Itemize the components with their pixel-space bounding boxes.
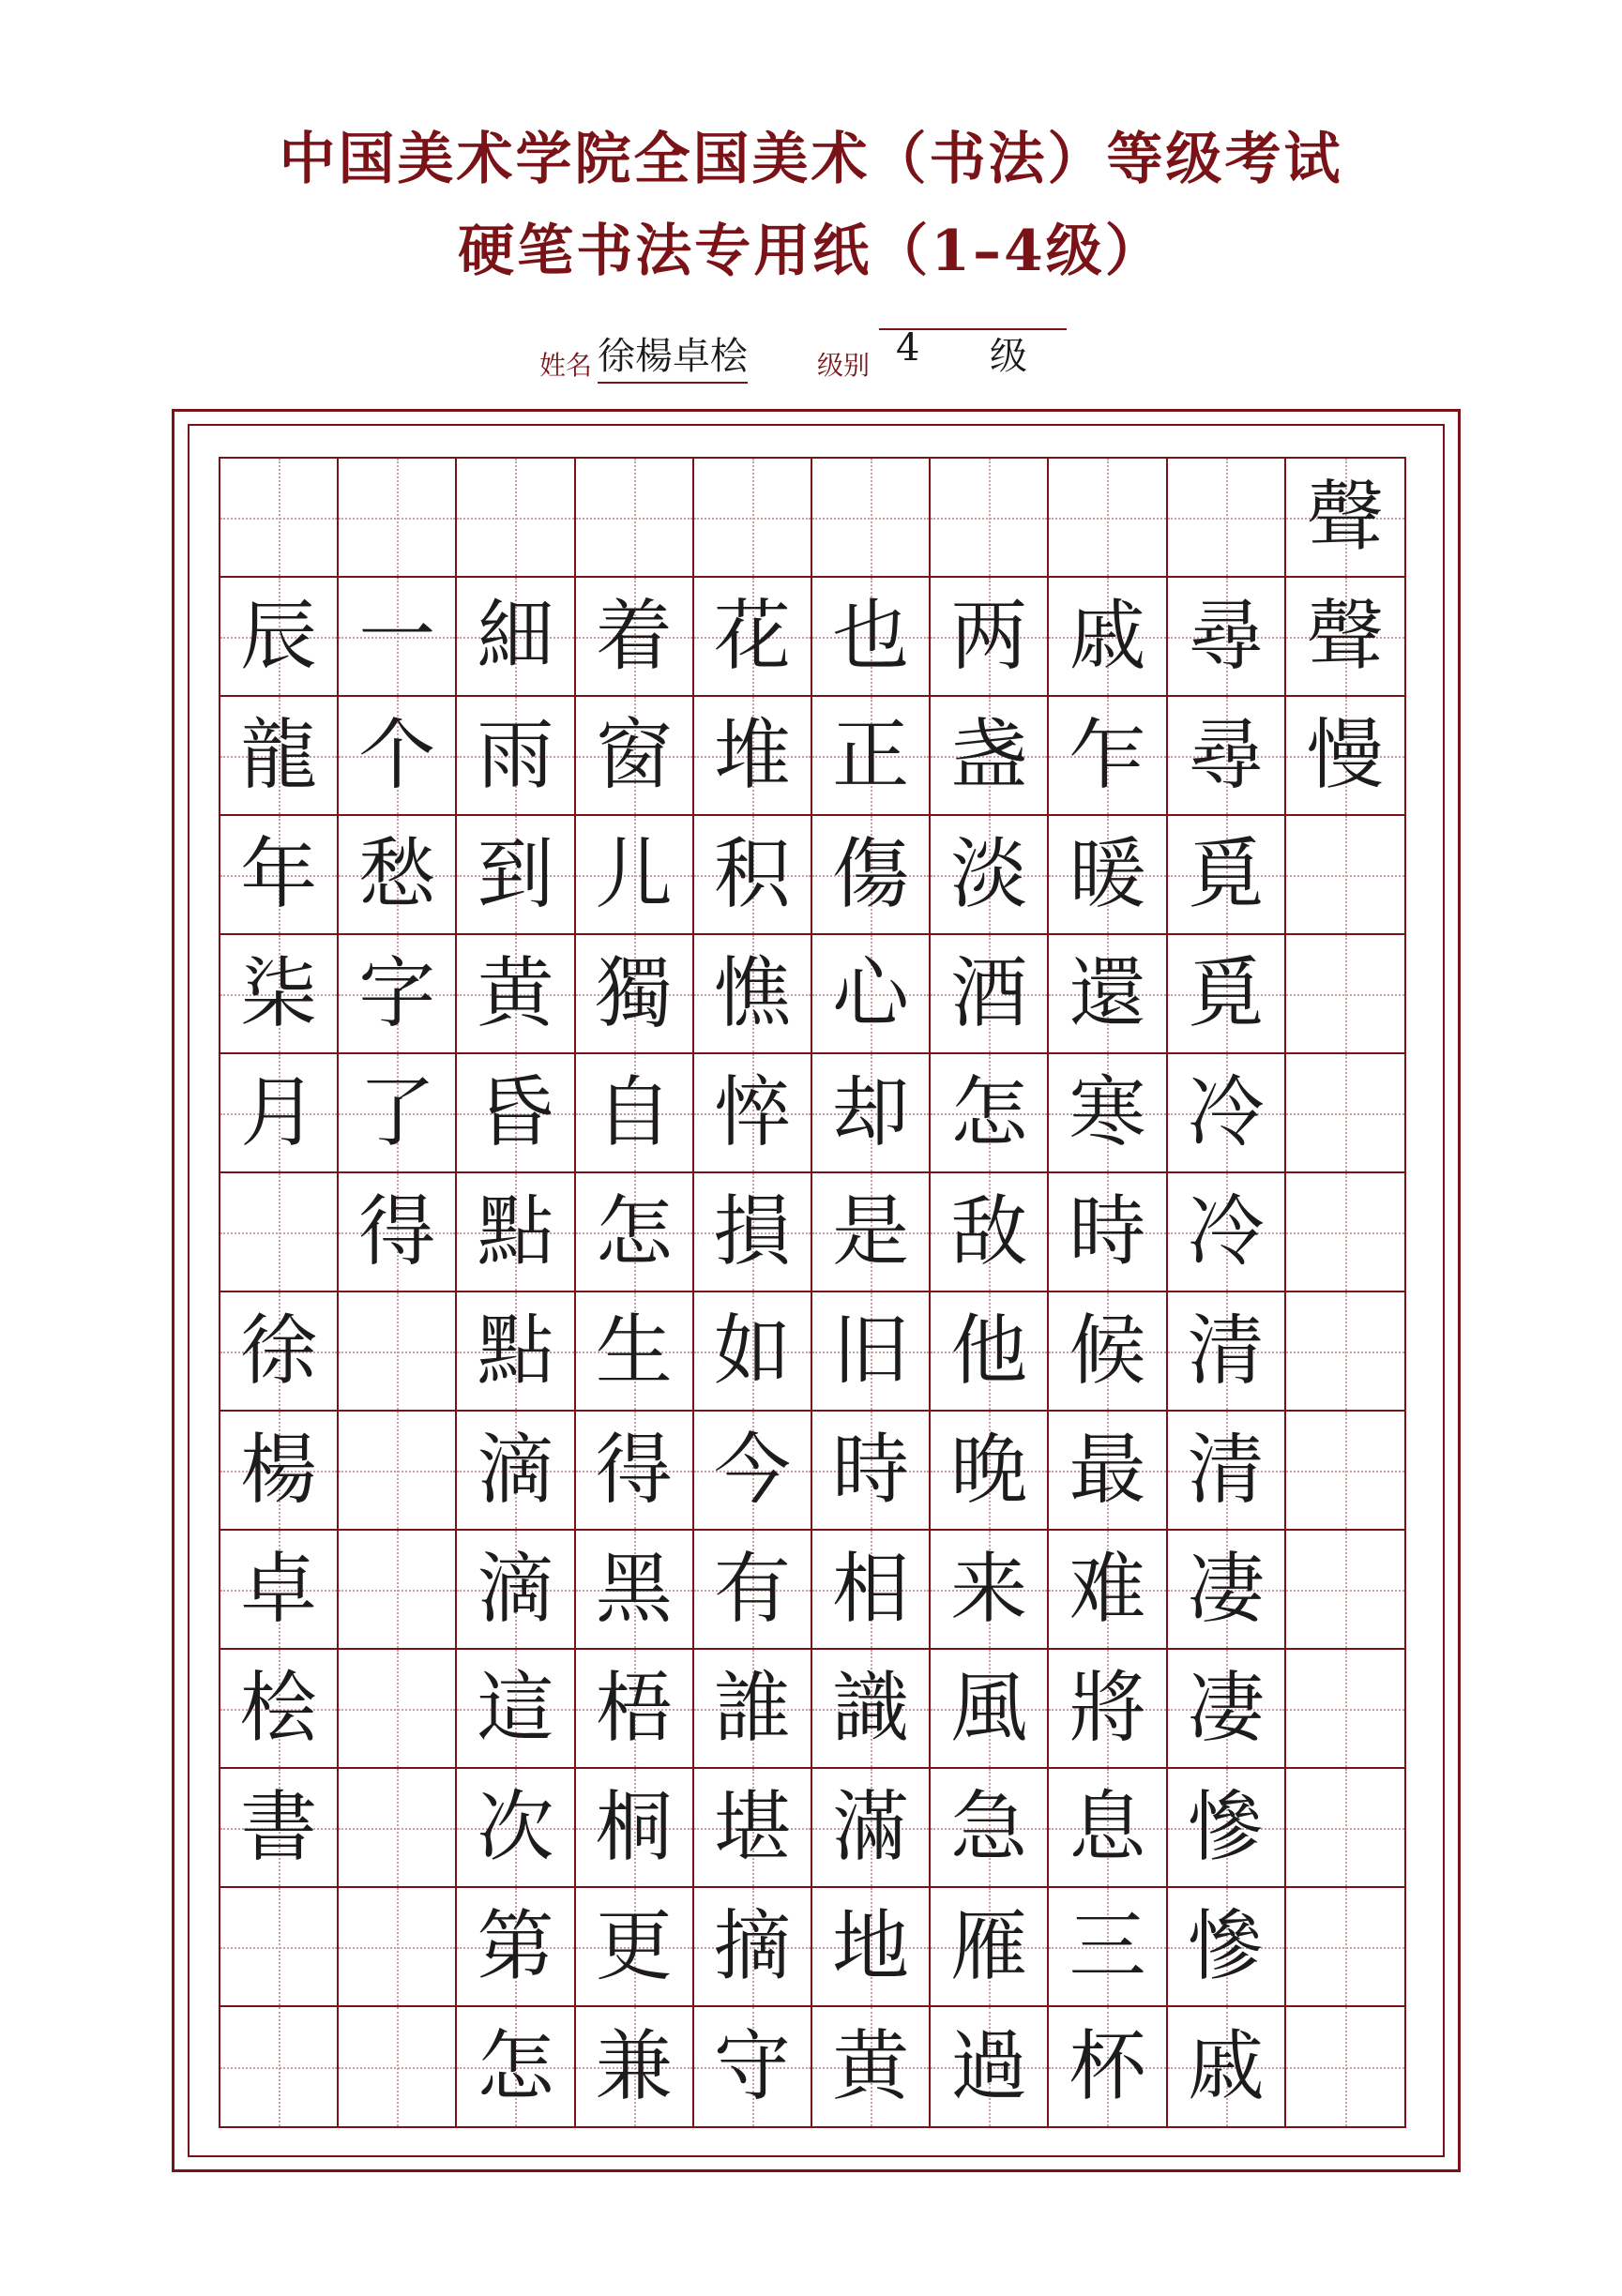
calligraphy-char: 他 — [950, 1306, 1028, 1396]
grid-cell — [1168, 1769, 1286, 1888]
grid-cell — [339, 1054, 457, 1173]
grid-cell — [694, 1054, 812, 1173]
calligraphy-char: 尋 — [1187, 710, 1265, 800]
calligraphy-char: 怎 — [595, 1186, 673, 1276]
calligraphy-char: 窗 — [595, 710, 673, 800]
grid-cell — [1168, 459, 1286, 578]
grid-cell — [220, 697, 339, 816]
calligraphy-char: 地 — [832, 1901, 910, 1991]
grid-cell — [1168, 1173, 1286, 1292]
calligraphy-char: 今 — [713, 1425, 791, 1515]
grid-cell — [576, 459, 694, 578]
grid-cell — [694, 459, 812, 578]
calligraphy-char: 凄 — [1187, 1544, 1265, 1634]
calligraphy-char: 三 — [1069, 1901, 1146, 1991]
grid-cell — [1168, 1292, 1286, 1412]
grid-cell — [576, 1054, 694, 1173]
calligraphy-char: 尋 — [1187, 591, 1265, 681]
calligraphy-char: 得 — [358, 1186, 436, 1276]
grid-cell — [694, 697, 812, 816]
grid-cell — [220, 935, 339, 1054]
grid-cell — [931, 1888, 1049, 2007]
grid-cell — [339, 935, 457, 1054]
calligraphy-char: 時 — [1069, 1186, 1146, 1276]
calligraphy-char: 徐 — [240, 1306, 318, 1396]
calligraphy-char: 息 — [1069, 1782, 1146, 1872]
calligraphy-char: 梧 — [595, 1663, 673, 1753]
grid-cell — [220, 1292, 339, 1412]
grid-cell — [812, 697, 931, 816]
calligraphy-char: 楊 — [240, 1425, 318, 1515]
grid-cell — [1168, 935, 1286, 1054]
grid-cell — [1049, 1650, 1167, 1769]
grid-cell — [576, 2007, 694, 2126]
level-field — [879, 326, 1067, 378]
grid-cell — [812, 1531, 931, 1650]
grid-cell — [220, 2007, 339, 2126]
calligraphy-char: 聲 — [1306, 591, 1384, 681]
calligraphy-char: 儿 — [595, 829, 673, 919]
calligraphy-char: 點 — [477, 1306, 554, 1396]
grid-cell — [339, 1412, 457, 1531]
grid-cell — [1286, 1769, 1404, 1888]
calligraphy-char: 如 — [713, 1306, 791, 1396]
grid-cell — [931, 1412, 1049, 1531]
calligraphy-char: 雁 — [950, 1901, 1028, 1991]
calligraphy-char: 杯 — [1069, 2021, 1146, 2111]
grid-cell — [694, 816, 812, 935]
calligraphy-char: 淡 — [950, 829, 1028, 919]
grid-cell — [1286, 935, 1404, 1054]
calligraphy-char: 晚 — [950, 1425, 1028, 1515]
calligraphy-char: 細 — [477, 591, 554, 681]
calligraphy-char: 冷 — [1187, 1186, 1265, 1276]
calligraphy-char: 相 — [832, 1544, 910, 1634]
calligraphy-char: 黑 — [595, 1544, 673, 1634]
calligraphy-char: 盏 — [950, 710, 1028, 800]
grid-cell — [220, 1769, 339, 1888]
grid-cell — [931, 1173, 1049, 1292]
grid-cell — [339, 1173, 457, 1292]
grid-cell — [1286, 1412, 1404, 1531]
grid-cell — [694, 1650, 812, 1769]
writing-grid — [219, 457, 1406, 2128]
grid-cell — [931, 459, 1049, 578]
grid-cell — [931, 1769, 1049, 1888]
calligraphy-char: 两 — [950, 591, 1028, 681]
grid-cell — [576, 1769, 694, 1888]
grid-cell — [812, 1412, 931, 1531]
grid-cell — [1168, 816, 1286, 935]
grid-cell — [1049, 935, 1167, 1054]
grid-cell — [339, 578, 457, 697]
calligraphy-char: 积 — [713, 829, 791, 919]
calligraphy-char: 龍 — [240, 710, 318, 800]
calligraphy-char: 来 — [950, 1544, 1028, 1634]
calligraphy-char: 書 — [240, 1782, 318, 1872]
calligraphy-char: 戚 — [1187, 2021, 1265, 2111]
grid-cell — [339, 459, 457, 578]
calligraphy-char: 損 — [713, 1186, 791, 1276]
calligraphy-char: 傷 — [832, 829, 910, 919]
grid-cell — [812, 1650, 931, 1769]
grid-cell — [220, 816, 339, 935]
calligraphy-char: 辰 — [240, 591, 318, 681]
calligraphy-char: 這 — [477, 1663, 554, 1753]
grid-cell — [812, 2007, 931, 2126]
grid-cell — [576, 1412, 694, 1531]
grid-cell — [457, 935, 575, 1054]
calligraphy-char: 一 — [358, 591, 436, 681]
calligraphy-char: 冷 — [1187, 1067, 1265, 1157]
calligraphy-char: 覓 — [1187, 948, 1265, 1038]
calligraphy-char: 戚 — [1069, 591, 1146, 681]
grid-cell — [220, 578, 339, 697]
calligraphy-char: 識 — [832, 1663, 910, 1753]
grid-cell — [694, 1292, 812, 1412]
grid-cell — [457, 1292, 575, 1412]
grid-cell — [457, 1173, 575, 1292]
grid-cell — [694, 2007, 812, 2126]
calligraphy-char: 候 — [1069, 1306, 1146, 1396]
calligraphy-char: 有 — [713, 1544, 791, 1634]
calligraphy-char: 憔 — [713, 948, 791, 1038]
grid-cell — [576, 1173, 694, 1292]
calligraphy-char: 急 — [950, 1782, 1028, 1872]
calligraphy-char: 風 — [950, 1663, 1028, 1753]
calligraphy-char: 慢 — [1306, 710, 1384, 800]
calligraphy-char: 守 — [713, 2021, 791, 2111]
grid-cell — [457, 459, 575, 578]
calligraphy-char: 寒 — [1069, 1067, 1146, 1157]
calligraphy-char: 暖 — [1069, 829, 1146, 919]
grid-cell — [457, 578, 575, 697]
calligraphy-char: 字 — [358, 948, 436, 1038]
grid-cell — [931, 578, 1049, 697]
calligraphy-char: 心 — [832, 948, 910, 1038]
calligraphy-char: 生 — [595, 1306, 673, 1396]
grid-cell — [1168, 1650, 1286, 1769]
calligraphy-char: 覓 — [1187, 829, 1265, 919]
calligraphy-char: 得 — [595, 1425, 673, 1515]
grid-cell — [576, 1531, 694, 1650]
grid-cell — [694, 1531, 812, 1650]
grid-cell — [457, 697, 575, 816]
grid-cell — [1049, 1173, 1167, 1292]
level-label: 级别 — [817, 350, 871, 381]
grid-cell — [812, 935, 931, 1054]
grid-cell — [931, 697, 1049, 816]
grid-cell — [1286, 1173, 1404, 1292]
grid-cell — [339, 2007, 457, 2126]
grid-cell — [576, 578, 694, 697]
calligraphy-char: 黄 — [832, 2021, 910, 2111]
grid-cell — [1049, 697, 1167, 816]
grid-cell — [812, 1769, 931, 1888]
grid-cell — [694, 1769, 812, 1888]
grid-cell — [812, 1888, 931, 2007]
level-value: 4 — [896, 326, 920, 370]
grid-cell — [694, 578, 812, 697]
grid-cell — [812, 1173, 931, 1292]
grid-cell — [1286, 1531, 1404, 1650]
calligraphy-char: 自 — [595, 1067, 673, 1157]
calligraphy-char: 滴 — [477, 1425, 554, 1515]
grid-cell — [576, 1650, 694, 1769]
calligraphy-char: 悴 — [713, 1067, 791, 1157]
grid-cell — [694, 1412, 812, 1531]
page-title-line2: 硬笔书法专用纸（1–4级） — [458, 219, 1164, 284]
calligraphy-char: 乍 — [1069, 710, 1146, 800]
calligraphy-char: 將 — [1069, 1663, 1146, 1753]
grid-cell — [931, 2007, 1049, 2126]
grid-cell — [1049, 578, 1167, 697]
grid-cell — [576, 816, 694, 935]
calligraphy-char: 點 — [477, 1186, 554, 1276]
calligraphy-char: 卓 — [240, 1544, 318, 1634]
grid-cell — [220, 1650, 339, 1769]
grid-cell — [1286, 816, 1404, 935]
grid-cell — [457, 1054, 575, 1173]
calligraphy-char: 第 — [477, 1901, 554, 1991]
grid-cell — [339, 1650, 457, 1769]
calligraphy-char: 還 — [1069, 948, 1146, 1038]
grid-cell — [931, 816, 1049, 935]
page-title-line1: 中国美术学院全国美术（书法）等级考试 — [279, 127, 1343, 192]
calligraphy-char: 酒 — [950, 948, 1028, 1038]
calligraphy-char: 更 — [595, 1901, 673, 1991]
grid-cell — [339, 1888, 457, 2007]
grid-cell — [220, 459, 339, 578]
grid-cell — [339, 1292, 457, 1412]
grid-cell — [576, 1888, 694, 2007]
calligraphy-char: 旧 — [832, 1306, 910, 1396]
grid-cell — [1049, 1412, 1167, 1531]
grid-cell — [339, 1531, 457, 1650]
grid-cell — [457, 2007, 575, 2126]
grid-cell — [1049, 816, 1167, 935]
grid-cell — [220, 1054, 339, 1173]
grid-cell — [812, 816, 931, 935]
grid-cell — [694, 1888, 812, 2007]
calligraphy-char: 敌 — [950, 1186, 1028, 1276]
grid-cell — [339, 697, 457, 816]
calligraphy-char: 桧 — [240, 1663, 318, 1753]
grid-cell — [1286, 1888, 1404, 2007]
calligraphy-char: 獨 — [595, 948, 673, 1038]
calligraphy-char: 慘 — [1187, 1782, 1265, 1872]
calligraphy-char: 月 — [240, 1067, 318, 1157]
grid-cell — [1049, 1531, 1167, 1650]
grid-cell — [1286, 1650, 1404, 1769]
calligraphy-char: 个 — [358, 710, 436, 800]
calligraphy-char: 堆 — [713, 710, 791, 800]
calligraphy-char: 最 — [1069, 1425, 1146, 1515]
calligraphy-char: 誰 — [713, 1663, 791, 1753]
grid-cell — [1286, 1292, 1404, 1412]
grid-cell — [1049, 459, 1167, 578]
grid-cell — [931, 1292, 1049, 1412]
grid-cell — [457, 1888, 575, 2007]
grid-cell — [1168, 1412, 1286, 1531]
calligraphy-char: 兼 — [595, 2021, 673, 2111]
grid-cell — [931, 935, 1049, 1054]
grid-cell — [1049, 1292, 1167, 1412]
grid-cell — [457, 1412, 575, 1531]
calligraphy-char: 柒 — [240, 948, 318, 1038]
calligraphy-char: 是 — [832, 1186, 910, 1276]
grid-cell — [931, 1531, 1049, 1650]
grid-cell — [1168, 1888, 1286, 2007]
calligraphy-char: 堪 — [713, 1782, 791, 1872]
calligraphy-char: 愁 — [358, 829, 436, 919]
grid-cell — [1168, 1054, 1286, 1173]
grid-cell — [339, 816, 457, 935]
grid-cell — [339, 1769, 457, 1888]
level-suffix: 级 — [990, 335, 1027, 378]
calligraphy-char: 清 — [1187, 1306, 1265, 1396]
grid-cell — [220, 1412, 339, 1531]
name-value: 徐楊卓桧 — [598, 326, 748, 384]
grid-cell — [457, 1531, 575, 1650]
calligraphy-char: 昏 — [477, 1067, 554, 1157]
grid-cell — [1168, 697, 1286, 816]
grid-cell — [1286, 697, 1404, 816]
calligraphy-char: 怎 — [950, 1067, 1028, 1157]
grid-cell — [1286, 2007, 1404, 2126]
grid-cell — [812, 459, 931, 578]
calligraphy-char: 花 — [713, 591, 791, 681]
grid-cell — [1286, 578, 1404, 697]
grid-cell — [694, 1173, 812, 1292]
calligraphy-char: 時 — [832, 1425, 910, 1515]
calligraphy-char: 年 — [240, 829, 318, 919]
grid-cell — [694, 935, 812, 1054]
calligraphy-char: 滿 — [832, 1782, 910, 1872]
name-label: 姓名 — [539, 350, 593, 381]
calligraphy-char: 凄 — [1187, 1663, 1265, 1753]
grid-cell — [220, 1531, 339, 1650]
grid-cell — [457, 1650, 575, 1769]
grid-cell — [931, 1650, 1049, 1769]
grid-cell — [812, 578, 931, 697]
calligraphy-char: 雨 — [477, 710, 554, 800]
calligraphy-char: 聲 — [1306, 472, 1384, 562]
calligraphy-char: 怎 — [477, 2021, 554, 2111]
calligraphy-char: 也 — [832, 591, 910, 681]
calligraphy-char: 摘 — [713, 1901, 791, 1991]
grid-cell — [576, 697, 694, 816]
grid-cell — [931, 1054, 1049, 1173]
grid-cell — [220, 1173, 339, 1292]
grid-cell — [1049, 2007, 1167, 2126]
calligraphy-char: 慘 — [1187, 1901, 1265, 1991]
grid-cell — [1168, 2007, 1286, 2126]
calligraphy-char: 难 — [1069, 1544, 1146, 1634]
grid-cell — [1286, 459, 1404, 578]
grid-cell — [576, 935, 694, 1054]
calligraphy-char: 黄 — [477, 948, 554, 1038]
grid-cell — [1049, 1888, 1167, 2007]
grid-cell — [220, 1888, 339, 2007]
grid-cell — [1049, 1054, 1167, 1173]
calligraphy-char: 過 — [950, 2021, 1028, 2111]
calligraphy-char: 到 — [477, 829, 554, 919]
calligraphy-char: 滴 — [477, 1544, 554, 1634]
grid-cell — [457, 816, 575, 935]
calligraphy-char: 次 — [477, 1782, 554, 1872]
grid-cell — [576, 1292, 694, 1412]
grid-cell — [1168, 578, 1286, 697]
grid-cell — [1168, 1531, 1286, 1650]
grid-cell — [812, 1292, 931, 1412]
calligraphy-char: 正 — [832, 710, 910, 800]
calligraphy-char: 清 — [1187, 1425, 1265, 1515]
grid-cell — [1286, 1054, 1404, 1173]
calligraphy-char: 桐 — [595, 1782, 673, 1872]
calligraphy-char: 了 — [358, 1067, 436, 1157]
calligraphy-char: 着 — [595, 591, 673, 681]
grid-cell — [1049, 1769, 1167, 1888]
grid-cell — [812, 1054, 931, 1173]
grid-cell — [457, 1769, 575, 1888]
calligraphy-char: 却 — [832, 1067, 910, 1157]
